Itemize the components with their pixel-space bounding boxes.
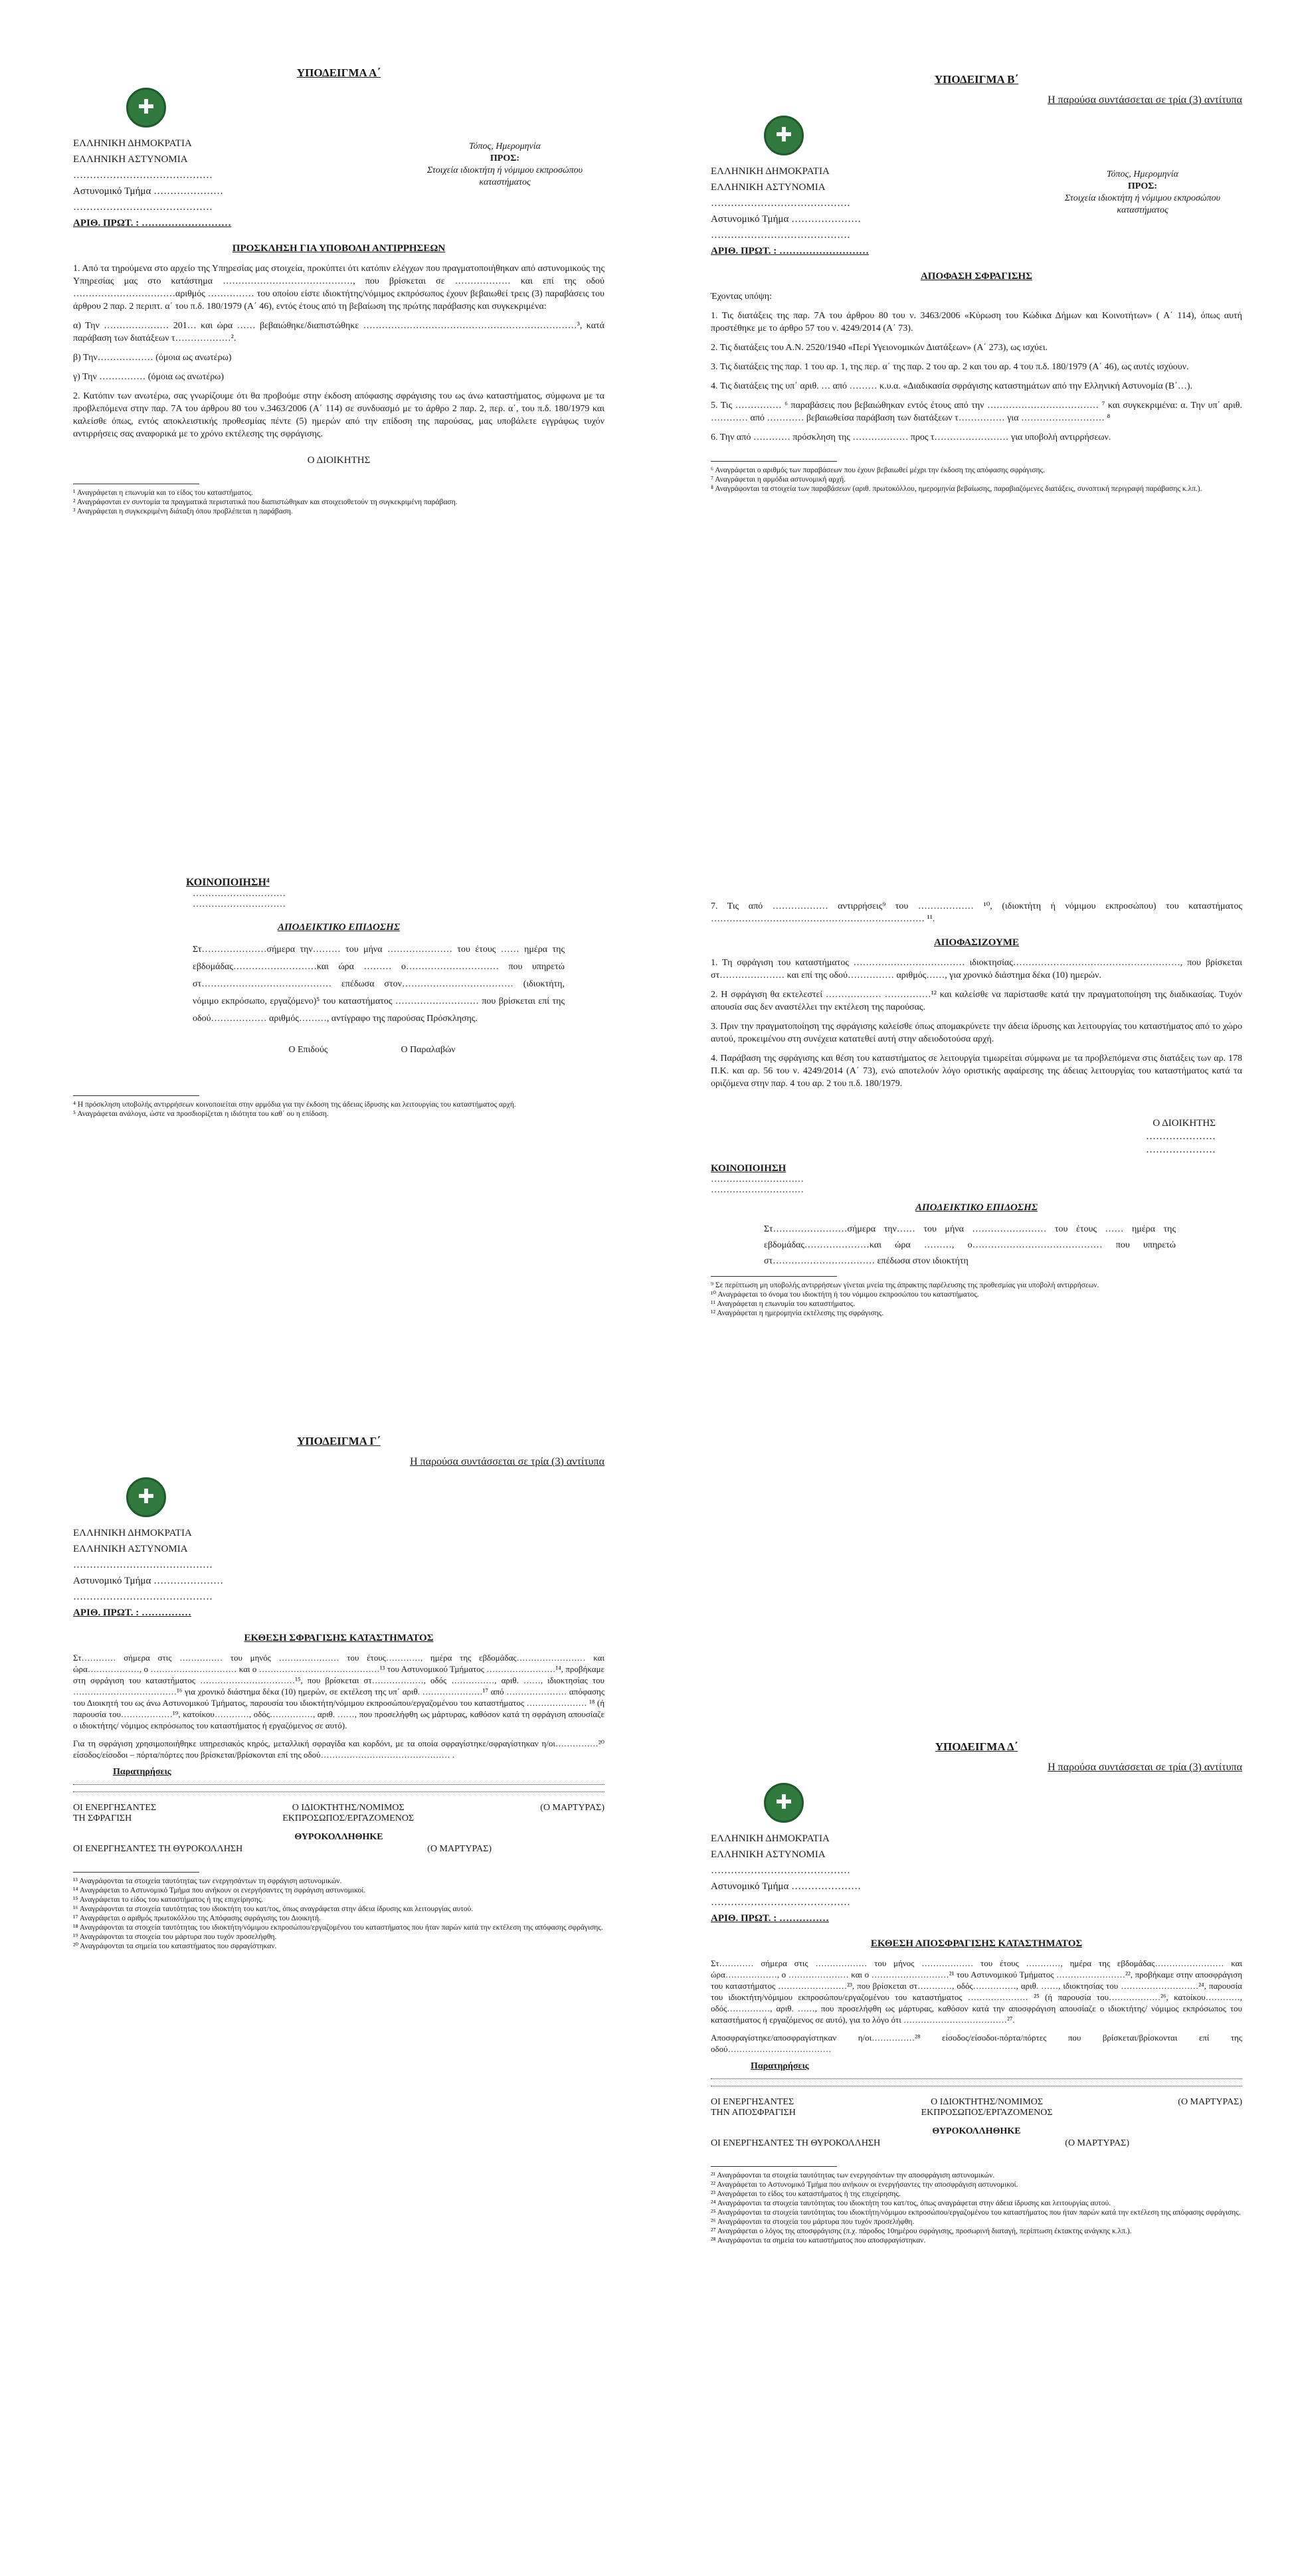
consideration-item: 5. Τις …………… ⁶ παραβάσεις που βεβαιώθηκαν εντός έτους από την ……………………………… ⁷ και συγκεκριμένα: α. Την υπ΄ αριθ. ………… από ………… βεβαιωθείσα παράβαση των διατάξεων τ…………… για ……………………… ⁸ xyxy=(711,401,1242,423)
org-republic: ΕΛΛΗΝΙΚΗ ΔΗΜΟΚΡΑΤΙΑ xyxy=(73,138,192,149)
copies-note: Η παρούσα συντάσσεται σε τρία (3) αντίτυπα xyxy=(1048,1762,1242,1773)
footnote: ²⁷ Αναγράφεται ο λόγος της αποσφράγισης (π.χ. πάροδος 10ημέρου σφράγισης, προσωρινή διαταγή, περίπτωση έκτακτης ανάγκης κ.λπ.). xyxy=(711,2227,1132,2235)
protocol-number: ΑΡΙΘ. ΠΡΩΤ. : ……………………… xyxy=(711,246,869,256)
dots-line: …………………………………… xyxy=(73,170,213,181)
signatory-officers: ΟΙ ΕΝΕΡΓΗΣΑΝΤΕΣ xyxy=(711,2097,794,2107)
template-d-title: ΥΠΟΔΕΙΓΜΑ Δ΄ xyxy=(935,1740,1018,1753)
org-republic: ΕΛΛΗΝΙΚΗ ΔΗΜΟΚΡΑΤΙΑ xyxy=(711,166,830,177)
paragraph-7: 7. Τις από ……………… αντιρρήσεις⁹ του ……………… ¹⁰, (ιδιοκτήτη ή νόμιμου εκπροσώπου) του καταστήματος …………………………………………………………… ¹¹. xyxy=(711,901,1242,924)
template-c-header xyxy=(73,1525,306,1621)
footnote: ²⁴ Αναγράφονται τα στοιχεία ταυτότητας του ιδιοκτήτη του κατ/τος, όπως αναγράφεται στην άδεια ίδρυσης και λειτουργίας αυτού. xyxy=(711,2199,1111,2207)
dots-line: ………………………… xyxy=(193,889,286,899)
footnote: ⁹ Σε περίπτωση μη υποβολής αντιρρήσεων γίνεται μνεία της άπρακτης παρέλευσης της προθεσμίας για υποβολή αντιρρήσεων. xyxy=(711,1281,1099,1289)
template-b-title: ΥΠΟΔΕΙΓΜΑ Β΄ xyxy=(934,73,1019,86)
footnote: ⁶ Αναγράφεται ο αριθμός των παραβάσεων που έχουν βεβαιωθεί μέχρι την έκδοση της απόφασης σφράγισης. xyxy=(711,466,1045,474)
consideration-item: 4. Τις διατάξεις της υπ΄ αριθ. … από ……… κ.υ.α. «Διαδικασία σφράγισης καταστημάτων από την Ελληνική Αστυνομία (Β΄…). xyxy=(711,381,1192,391)
remarks-line xyxy=(711,2078,1242,2079)
recipient: Στοιχεία ιδιοκτήτη ή νόμιμου εκπροσώπου καταστήματος xyxy=(426,165,583,187)
decision-4: 4. Παράβαση της σφράγισης και θέση του καταστήματος σε λειτουργία τιμωρείται σύμφωνα με τα προβλεπόμενα στις διατάξεις των αρ. 178 Π.Κ. και αρ. 56 του ν. 4249/2014 (Α΄ 73), ενώ αποτελούν λόγο οριστικής αφαίρεσης της άδειας λειτουργίας του καταστήματος κατά τα οριζόμενα στην παρ. 4 του αρ. 2 του π.δ. 180/1979. xyxy=(711,1054,1242,1089)
police-dept: Αστυνομικό Τμήμα ………………… xyxy=(711,214,862,225)
paragraph-2: 2. Κατόπιν των ανωτέρω, σας γνωρίζουμε ότι θα προβούμε στην έκδοση απόφασης σφράγισης του ως άνω καταστήματος, σύμφωνα με τα προβλεπόμενα στην παρ. 7Α του άρθρου 80 του ν.3463/2006 (Α΄ 114) σε συνδυασμό με το άρθρο 2 παρ. 2, περ. α΄, του π.δ. 180/1979 και καλείσθε όπως, εντός αποκλειστικής προθεσμίας πέντε (5) ημερών από την επίδοση της παρούσας, μας υποβάλετε εγγράφως τυχόν αντιρρήσεις σας αναφορικά με το χρόνο εκτέλεσης της σφράγισης. xyxy=(73,391,604,439)
proof-text: Στ…………………σήμερα την……… του μήνα ………………… του έτους …… ημέρα της εβδομάδας………………………και ώρα ……… ο………………………… που υπηρετώ στ…………………………………… επέδωσα στον……………………………… (ιδιοκτήτη, νόμιμο εκπρόσωπο, εργαζόμενο)⁵ του καταστήματος ……………………… που βρίσκεται επί της οδού……………… αριθμός………, αντίγραφο της παρούσας Πρόσκλησης. xyxy=(193,945,565,1024)
lock-witness: (Ο ΜΑΡΤΥΡΑΣ) xyxy=(1065,2138,1129,2148)
dots-line: …………………………………… xyxy=(711,1897,850,1908)
dots-line: …………………………………… xyxy=(73,1560,213,1570)
decide-title: ΑΠΟΦΑΣΙΖΟΥΜΕ xyxy=(933,937,1020,948)
footnote: ⁵ Αναγράφεται ανάλογα, ώστε να προσδιορίζεται η ιδιότητα του καθ΄ ου η επίδοση. xyxy=(73,1110,329,1118)
intro: Έχοντας υπόψη: xyxy=(711,292,772,302)
signatory-witness: (Ο ΜΑΡΤΥΡΑΣ) xyxy=(540,1803,604,1813)
protocol-number: ΑΡΙΘ. ΠΡΩΤ. : …………… xyxy=(711,1913,829,1924)
dots-line: …………………………………… xyxy=(711,230,850,240)
place-date: Τόπος, Ημερομηνία xyxy=(468,141,541,151)
notice-page-a xyxy=(73,877,604,1119)
org-republic: ΕΛΛΗΝΙΚΗ ΔΗΜΟΚΡΑΤΙΑ xyxy=(711,1833,830,1844)
signatory-owner: ΕΚΠΡΟΣΩΠΟΣ/ΕΡΓΑΖΟΜΕΝΟΣ xyxy=(282,1813,415,1823)
decision-3: 3. Πριν την πραγματοποίηση της σφράγισης καλείσθε όπως απομακρύνετε την άδεια ίδρυσης και λειτουργίας του καταστήματος από το χώρο αυτού, προκειμένου στη συνέχεια κατατεθεί αυτή στην αδειοδοτούσα αρχή. xyxy=(711,1022,1242,1044)
template-b-header xyxy=(711,163,1242,259)
remarks-label: Παρατηρήσεις xyxy=(113,1767,171,1777)
place-date: Τόπος, Ημερομηνία xyxy=(1106,169,1178,179)
footnote: ¹⁶ Αναγράφονται τα στοιχεία ταυτότητας του ιδιοκτήτη του κατ/τος, όπως αναγράφεται στην άδεια ίδρυσης και λειτουργίας αυτού. xyxy=(73,1905,474,1913)
consideration-item: 3. Τις διατάξεις της παρ. 1 του αρ. 1, της περ. α΄ της παρ. 2 του αρ. 2 και του αρ. 4 του π.δ. 180/1979 (Α΄ 46), ως αυτές ισχύουν. xyxy=(711,362,1189,372)
dots-line: …………………………………… xyxy=(711,1865,850,1876)
report-text-2: Αποσφραγίστηκε/αποσφραγίστηκαν η/οι……………²⁸ είσοδος/είσοδοι-πόρτα/πόρτες που βρίσκεται/βρίσκονται επί της οδού……………………………… xyxy=(711,2033,1242,2054)
item-c: γ) Την …………… (όμοια ως ανωτέρω) xyxy=(73,372,225,382)
footnote: ¹⁹ Αναγράφονται τα στοιχεία του μάρτυρα που τυχόν προσελήφθη. xyxy=(73,1933,277,1941)
template-a xyxy=(73,66,604,516)
copies-note: Η παρούσα συντάσσεται σε τρία (3) αντίτυπα xyxy=(1048,94,1242,106)
footnote: ²³ Αναγράφεται το είδος του καταστήματος ή της επιχείρησης. xyxy=(711,2190,901,2198)
server-label: Ο Επιδούς xyxy=(288,1045,328,1055)
org-republic: ΕΛΛΗΝΙΚΗ ΔΗΜΟΚΡΑΤΙΑ xyxy=(73,1528,192,1538)
signer: Ο ΔΙΟΙΚΗΤΗΣ xyxy=(1153,1118,1216,1129)
signatory-owner: Ο ΙΔΙΟΚΤΗΤΗΣ/ΝΟΜΙΜΟΣ xyxy=(931,2097,1044,2107)
recipient: Στοιχεία ιδιοκτήτη ή νόμιμου εκπροσώπου καταστήματος xyxy=(1064,193,1221,215)
footnote: ³ Αναγράφεται η συγκεκριμένη διάταξη όπου προβλέπεται η παράβαση. xyxy=(73,507,293,515)
hellenic-emblem-icon: ✚ xyxy=(126,1477,166,1517)
footnote: ²⁶ Αναγράφονται τα στοιχεία του μάρτυρα που τυχόν προσελήφθη. xyxy=(711,2218,915,2226)
report-text: Στ………… σήμερα στις ……………… του μήνος ……………… του έτους …………, ημέρα της εβδομάδας…………………… και ώρα………………, ο ………………… και ο ………………………²¹ του Αστυνομικού Τμήματος ……………………²², προβήκαμε στην αποσφράγιση του καταστήματος ……………………²³, που βρίσκεται στ…………, οδός……………, αριθ. ……, ιδιοκτησίας του ………………………²⁴, παρουσία του ιδιοκτήτη/νόμιμου εκπροσώπου/εργαζομένου του καταστήματος ………………… ²⁵ (ή παρουσία του………………²⁶, κατοίκου…………, οδός……………, αριθ. ……, που προσελήφθη ως μάρτυρας, καθόσον κατά την αποσφράγιση απουσίαζε ο ιδιοκτήτης/ νόμιμος εκπρόσωπος του καταστήματος ή εργαζόμενος σε αυτό), για το λόγο ότι ………………………………²⁷. xyxy=(711,1958,1242,2025)
lock-officers: ΟΙ ΕΝΕΡΓΗΣΑΝΤΕΣ ΤΗ ΘΥΡΟΚΟΛΛΗΣΗ xyxy=(73,1844,243,1854)
dots-line: ………………… xyxy=(1146,1145,1216,1155)
proof-title: ΑΠΟΔΕΙΚΤΙΚΟ ΕΠΙΔΟΣΗΣ xyxy=(277,922,401,933)
template-c-title: ΥΠΟΔΕΙΓΜΑ Γ΄ xyxy=(297,1435,381,1447)
footnote-divider xyxy=(711,2166,837,2167)
police-dept: Αστυνομικό Τμήμα ………………… xyxy=(73,186,224,197)
lock-witness: (Ο ΜΑΡΤΥΡΑΣ) xyxy=(427,1844,492,1854)
consideration-item: 6. Την από ………… πρόσκληση της ……………… προς τ…………………… για υποβολή αντιρρήσεων. xyxy=(711,432,1111,442)
decision-2: 2. Η σφράγιση θα εκτελεστεί ……………… ……………¹² και καλείσθε να παρίστασθε κατά την πραγματοποίηση της διαδικασίας. Τυχόν απουσία σας δεν αναστέλλει την εκτέλεση της παρούσας. xyxy=(711,990,1242,1012)
signatory-witness: (Ο ΜΑΡΤΥΡΑΣ) xyxy=(1178,2097,1242,2107)
footnote: ⁸ Αναγράφονται τα στοιχεία των παραβάσεων (αριθ. πρωτοκόλλου, ημερομηνία βεβαίωσης, παραβιαζόμενες διατάξεις, συνοπτική περιγραφή παράβασης κ.λπ.). xyxy=(711,485,1202,493)
org-police: ΕΛΛΗΝΙΚΗ ΑΣΤΥΝΟΜΙΑ xyxy=(73,1544,188,1554)
org-police: ΕΛΛΗΝΙΚΗ ΑΣΤΥΝΟΜΙΑ xyxy=(711,182,826,193)
section-title: ΠΡΟΣΚΛΗΣΗ ΓΙΑ ΥΠΟΒΟΛΗ ΑΝΤΙΡΡΗΣΕΩΝ xyxy=(232,243,446,254)
hellenic-emblem-icon: ✚ xyxy=(764,116,804,155)
dots-line: ………………………… xyxy=(711,1185,804,1195)
footnote: ¹ Αναγράφεται η επωνυμία και το είδος του καταστήματος. xyxy=(73,489,254,497)
footnote: ¹² Αναγράφεται η ημερομηνία εκτέλεσης της σφράγισης. xyxy=(711,1309,884,1317)
footnote: ⁴ Η πρόσκληση υποβολής αντιρρήσεων κοινοποιείται στην αρμόδια για την έκδοση της άδειας ίδρυσης και λειτουργίας του καταστήματος αρχή. xyxy=(73,1101,516,1109)
hellenic-emblem-icon: ✚ xyxy=(126,88,166,128)
signatory-owner: ΕΚΠΡΟΣΩΠΟΣ/ΕΡΓΑΖΟΜΕΝΟΣ xyxy=(921,2108,1053,2118)
template-b xyxy=(711,73,1242,494)
footnote: ²¹ Αναγράφονται τα στοιχεία ταυτότητας των ενεργησάντων την αποσφράγιση αστυνομικών. xyxy=(711,2171,995,2179)
footnote: ⁷ Αναγράφεται η αρμόδια αστυνομική αρχή. xyxy=(711,476,846,484)
footnote: ¹¹ Αναγράφεται η επωνυμία του καταστήματος. xyxy=(711,1300,856,1308)
org-police: ΕΛΛΗΝΙΚΗ ΑΣΤΥΝΟΜΙΑ xyxy=(73,154,188,165)
section-title: ΕΚΘΕΣΗ ΑΠΟΣΦΡΑΓΙΣΗΣ ΚΑΤΑΣΤΗΜΑΤΟΣ xyxy=(870,1938,1083,1949)
remarks-line xyxy=(73,1784,604,1785)
footnote: ¹⁷ Αναγράφεται ο αριθμός πρωτοκόλλου της Απόφασης σφράγισης του Διοικητή. xyxy=(73,1914,321,1922)
template-c xyxy=(73,1435,604,1951)
dots-line: ………………………… xyxy=(193,899,286,909)
paragraph-1: 1. Από τα τηρούμενα στο αρχείο της Υπηρεσίας μας στοιχεία, προκύπτει ότι κατόπιν ελέγχων που πραγματοποιήθηκαν από αστυνομικούς της Υπηρεσίας μας στο κατάστημα ……………………………………, που βρίσκεται σε ……………… και επί της οδού ……………………………αριθμός …………… του οποίου είστε ιδιοκτήτης/νόμιμος εκπρόσωπος έχουν βεβαιωθεί τρεις (3) παραβάσεις του άρθρου 2 παρ. 2 περιπτ. α΄ του π.δ. 180/1979 (Α΄ 46), εντός έτους από τη βεβαίωση της πρώτης παράβασης και συγκεκριμένα: xyxy=(73,264,604,312)
notice-title: ΚΟΙΝΟΠΟΙΗΣΗ⁴ xyxy=(186,877,270,888)
dots-line: …………………………………… xyxy=(73,202,213,213)
decision-1: 1. Τη σφράγιση του καταστήματος ……………………………… ιδιοκτησίας………………………………………………, που βρίσκεται στ………………… και επί της οδού…………… αριθμός……, για χρονικό διάστημα δέκα (10) ημερών. xyxy=(711,958,1242,980)
receiver-label: Ο Παραλαβών xyxy=(401,1045,456,1055)
decision-page xyxy=(711,893,1242,1318)
dots-line: ………………… xyxy=(1146,1131,1216,1142)
footnote-divider xyxy=(711,1276,837,1277)
lock-title: ΘΥΡΟΚΟΛΛΗΘΗΚΕ xyxy=(932,2126,1021,2136)
org-police: ΕΛΛΗΝΙΚΗ ΑΣΤΥΝΟΜΙΑ xyxy=(711,1849,826,1860)
footnote-divider xyxy=(73,1095,199,1096)
protocol-number: ΑΡΙΘ. ΠΡΩΤ. : ……………………… xyxy=(73,218,231,229)
footnote: ²⁸ Αναγράφονται τα σημεία του καταστήματος που αποσφραγίστηκαν. xyxy=(711,2237,926,2245)
report-text: Στ………… σήμερα στις …………… του μηνός ………………… του έτους…………, ημέρα της εβδομάδας…………………… και ώρα………………, ο ………………………… και ο ……………………………………¹³ του Αστυνομικού Τμήματος ……………………¹⁴, προβήκαμε στη σφράγιση του καταστήματος ……………………………¹⁵, που βρίσκεται στ………………, οδός ……………, αριθ. ……, ιδιοκτησίας του ………………………………¹⁶ για χρονικό διάστημα δέκα (10) ημερών, σε εκτέλεση της υπ΄ αριθ. …………………¹⁷ από ………………… απόφασης του Διοικητή του ως άνω Αστυνομικού Τμήματος, παρουσία του ιδιοκτήτη/νόμιμου εκπροσώπου/εργαζομένου του καταστήματος ………………… ¹⁸ (ή παρουσία του………………¹⁹, κατοίκου…………, οδός……………, αριθ. ……, που προσελήφθη ως μάρτυρας, καθόσον κατά τη σφράγιση απουσίαζε ο ιδιοκτήτης/ νόμιμος εκπρόσωπος του καταστήματος ή εργαζόμενος σε αυτό). xyxy=(73,1653,604,1730)
template-d xyxy=(711,1740,1242,2245)
footnote: ² Αναγράφονται εν συντομία τα πραγματικά περιστατικά που διαπιστώθηκαν και στοιχειοθετούν τη συγκεκριμένη παράβαση. xyxy=(73,498,458,506)
to-label: ΠΡΟΣ: xyxy=(490,153,520,163)
copies-note: Η παρούσα συντάσσεται σε τρία (3) αντίτυπα xyxy=(410,1456,604,1467)
signatory-officers: ΤΗ ΣΦΡΑΓΙΣΗ xyxy=(73,1813,132,1823)
signatory-owner: Ο ΙΔΙΟΚΤΗΤΗΣ/ΝΟΜΙΜΟΣ xyxy=(292,1803,405,1813)
consideration-item: 2. Τις διατάξεις του Α.Ν. 2520/1940 «Περί Υγειονομικών Διατάξεων» (Α΄ 273), ως ισχύει. xyxy=(711,343,1048,353)
section-title: ΑΠΟΦΑΣΗ ΣΦΡΑΓΙΣΗΣ xyxy=(920,271,1033,282)
footnote: ²⁰ Αναγράφονται τα σημεία του καταστήματος που σφραγίστηκαν. xyxy=(73,1942,277,1950)
footnote: ¹³ Αναγράφονται τα στοιχεία ταυτότητας των ενεργησάντων τη σφράγιση αστυνομικών. xyxy=(73,1877,342,1885)
proof-text: Στ……………………σήμερα την…… του μήνα …………………… του έτους …… ημέρα της εβδομάδας…………………και ώρα ………, ο…………………………………… που υπηρετώ στ…………………………… επέδωσα στον ιδιοκτήτη xyxy=(764,1224,1176,1266)
footnote: ¹⁰ Αναγράφεται το όνομα του ιδιοκτήτη ή του νόμιμου εκπροσώπου του καταστήματος. xyxy=(711,1291,979,1299)
section-title: ΕΚΘΕΣΗ ΣΦΡΑΓΙΣΗΣ ΚΑΤΑΣΤΗΜΑΤΟΣ xyxy=(244,1633,434,1643)
report-text-2: Για τη σφράγιση χρησιμοποιήθηκε υπηρεσιακός κηρός, μεταλλική σφραγίδα και κορδόνι, με τα οποία σφραγίστηκε/σφραγίστηκαν η/οι……………²⁰ είσοδος/είσοδοι – πόρτα/πόρτες που βρίσκεται/βρίσκονται επί της οδού……………………………………… . xyxy=(73,1738,604,1760)
footnote: ¹⁵ Αναγράφεται το είδος του καταστήματος ή της επιχείρησης. xyxy=(73,1896,264,1904)
template-a-title: ΥΠΟΔΕΙΓΜΑ Α΄ xyxy=(296,66,381,79)
signatory-officers: ΤΗΝ ΑΠΟΣΦΡΑΓΙΣΗ xyxy=(711,2108,796,2118)
dots-line: ………………………… xyxy=(711,1174,804,1184)
signer: Ο ΔΙΟΙΚΗΤΗΣ xyxy=(307,455,371,466)
police-dept: Αστυνομικό Τμήμα ………………… xyxy=(73,1576,224,1586)
footnote: ¹⁸ Αναγράφονται τα στοιχεία ταυτότητας του ιδιοκτήτη/νόμιμου εκπροσώπου/εργαζομένου του καταστήματος που ήταν παρών κατά την εκτέλεση της απόφασης σφράγισης. xyxy=(73,1924,603,1932)
dots-line: …………………………………… xyxy=(73,1592,213,1602)
footnote-divider xyxy=(711,461,837,462)
lock-title: ΘΥΡΟΚΟΛΛΗΘΗΚΕ xyxy=(294,1832,383,1842)
hellenic-emblem-icon: ✚ xyxy=(764,1783,804,1823)
footnote: ²⁵ Αναγράφονται τα στοιχεία ταυτότητας του ιδιοκτήτη/νόμιμου εκπροσώπου/εργαζομένου του καταστήματος που ήταν παρών κατά την εκτέλεση της απόφασης σφράγισης. xyxy=(711,2209,1241,2217)
police-dept: Αστυνομικό Τμήμα ………………… xyxy=(711,1881,862,1892)
item-a: α) Την ………………… 201… και ώρα …… βεβαιώθηκε/διαπιστώθηκε ……………………………………………………………³, κατά παράβαση των διατάξεων τ………………². xyxy=(73,321,604,343)
item-b: β) Την……………… (όμοια ως ανωτέρω) xyxy=(73,353,232,363)
template-d-header xyxy=(711,1831,943,1926)
lock-officers: ΟΙ ΕΝΕΡΓΗΣΑΝΤΕΣ ΤΗ ΘΥΡΟΚΟΛΛΗΣΗ xyxy=(711,2138,881,2148)
signatory-officers: ΟΙ ΕΝΕΡΓΗΣΑΝΤΕΣ xyxy=(73,1803,157,1813)
footnote: ²² Αναγράφεται το Αστυνομικό Τμήμα που ανήκουν οι ενεργήσαντες την αποσφράγιση αστυνομικοί. xyxy=(711,2181,1018,2189)
to-label: ΠΡΟΣ: xyxy=(1127,181,1158,191)
proof-title: ΑΠΟΔΕΙΚΤΙΚΟ ΕΠΙΔΟΣΗΣ xyxy=(915,1202,1038,1213)
consideration-item: 1. Τις διατάξεις της παρ. 7Α του άρθρου 80 του ν. 3463/2006 «Κύρωση του Κώδικα Δήμων και Κοινοτήτων» ( Α΄ 114), όπως αυτή προστέθηκε με το άρθρο 57 του ν. 4249/2014 (Α΄ 73). xyxy=(711,311,1242,333)
protocol-number: ΑΡΙΘ. ΠΡΩΤ. : …………… xyxy=(73,1608,191,1618)
dots-line: …………………………………… xyxy=(711,198,850,209)
footnote-divider xyxy=(73,1872,199,1873)
footnote: ¹⁴ Αναγράφεται το Αστυνομικό Τμήμα που ανήκουν οι ενεργήσαντες τη σφράγιση αστυνομικοί. xyxy=(73,1886,366,1894)
notice-title: ΚΟΙΝΟΠΟΙΗΣΗ xyxy=(711,1163,786,1174)
template-a-header xyxy=(73,136,604,231)
remarks-label: Παρατηρήσεις xyxy=(751,2061,809,2071)
